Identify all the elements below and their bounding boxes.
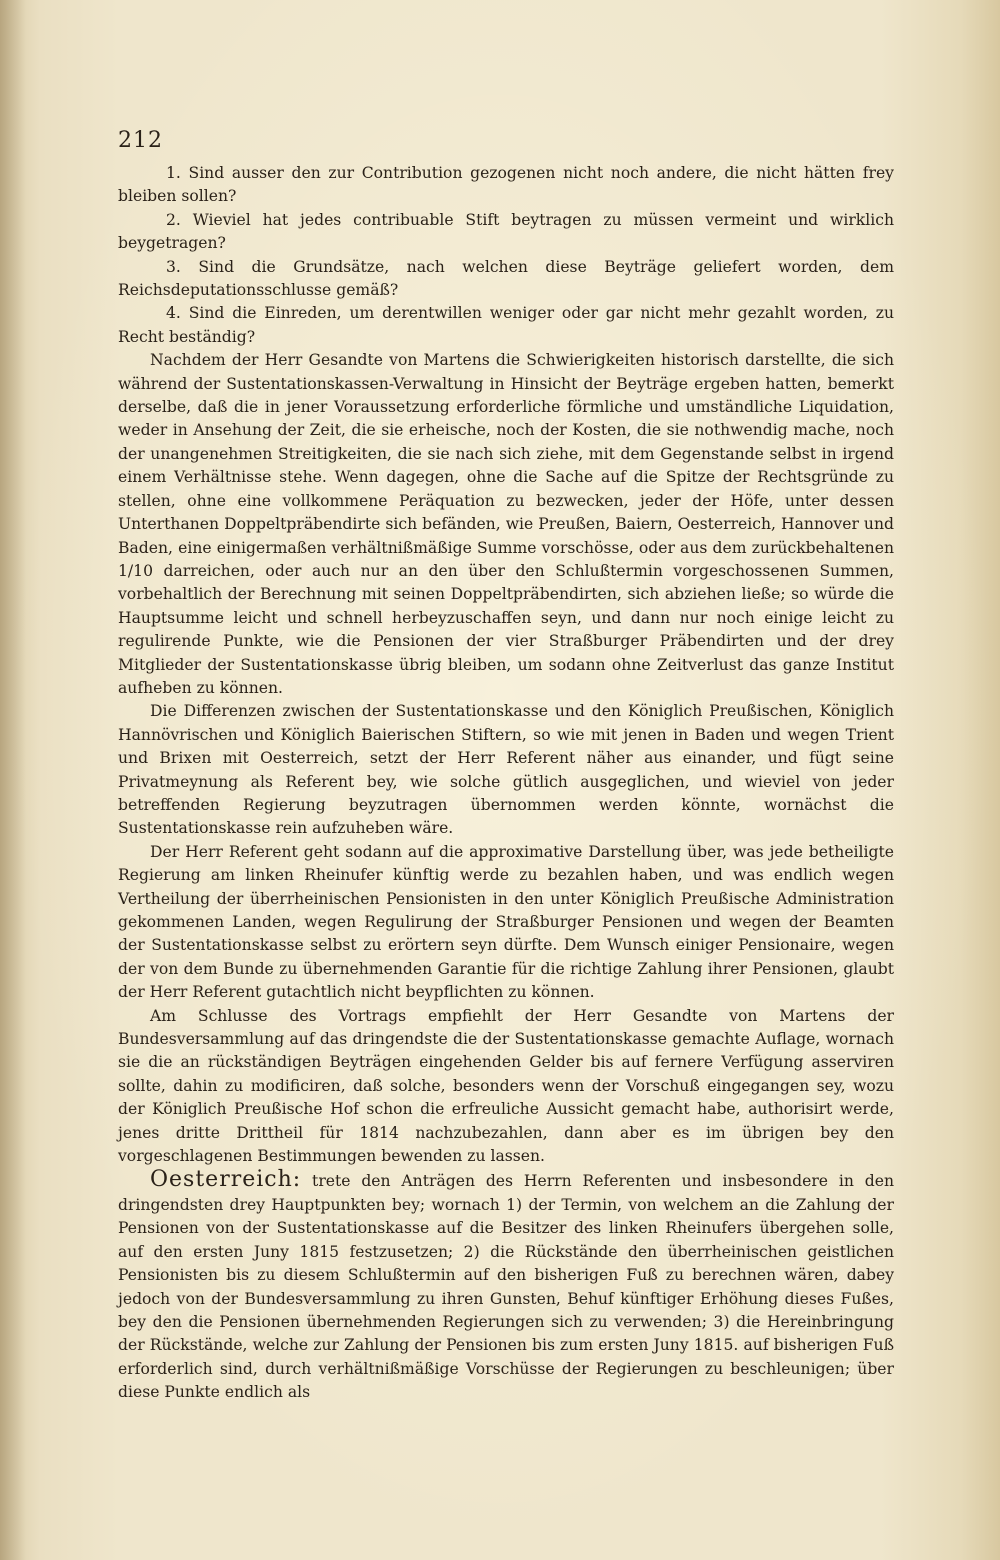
paragraph-martens-difficulties: Nachdem der Herr Gesandte von Martens die Schwierigkeiten historisch darstellte, die sich während der Sustentationskassen-Verwaltung in Hinsicht der Beyträge ergeben hatten, bemerkt derselbe, daß die in jener Voraussetzung erforderliche förmliche und umständliche Liquidation, weder in Ansehung der Zeit, die sie erheische, noch der Kosten, die sie nothwendig mache, noch der unangenehmen Streitigkeiten, die sie nach sich ziehe, mit dem Gegenstande selbst in irgend einem Verhältnisse stehe. Wenn dagegen, ohne die Sache auf die Spitze der Rechtsgründe zu stellen, ohne eine vollkommene Peräquation zu bezwecken, jeder der Höfe, unter dessen Unterthanen Doppeltpräbendirte sich befänden, wie Preußen, Baiern, Oesterreich, Hannover und Baden, eine einigermaßen verhältnißmäßige Summe vorschösse, oder aus dem zurückbehaltenen 1/10 darreichen, oder auch nur an den über den Schlußtermin vorgeschossenen Summen, vorbehaltlich der Berechnung mit seinen Doppeltpräbendirten, sich abziehen ließe; so würde die Hauptsumme leicht und schnell herbeyzuschaffen seyn, und dann nur noch einige leicht zu regulirende Punkte, wie die Pensionen der vier Straßburger Präbendirten und der drey Mitglieder der Sustentationskasse übrig bleiben, um sodann ohne Zeitverlust das ganze Institut aufheben zu können. [118,351,894,697]
paragraph-approximative: Der Herr Referent geht sodann auf die approximative Darstellung über, was jede betheiligte Regierung am linken Rheinufer künftig werde zu bezahlen haben, und was endlich wegen Vertheilung der überrheinischen Pensionisten in den unter Königlich Preußische Administration gekommenen Landen, wegen Regulirung der Straßburger Pensionen und wegen der Beamten der Sustentationskasse selbst zu erörtern seyn dürfte. Dem Wunsch einiger Pensionaire, wegen der von dem Bunde zu übernehmenden Garantie für die richtige Zahlung ihrer Pensionen, glaubt der Herr Referent gutachtlich nicht beypflichten zu können. [118,842,894,1002]
question-4: 4. Sind die Einreden, um derentwillen weniger oder gar nicht mehr gezahlt worden, zu Recht beständig? [118,304,894,346]
question-3: 3. Sind die Grundsätze, nach welchen diese Beyträge geliefert worden, dem Reichsdeputationsschlusse gemäß? [118,257,894,300]
body-text [118,162,894,1405]
question-2: 2. Wieviel hat jedes contribuable Stift beytragen zu müssen vermeint und wirklich beygetragen? [118,210,894,253]
gutter-shadow [0,0,26,1560]
paragraph-conclusion: Am Schlusse des Vortrags empfiehlt der Herr Gesandte von Martens der Bundesversammlung auf das dringendste die der Sustentationskasse gemachte Auflage, wornach sie die an rückständigen Beyträgen eingehenden Gelder bis auf fernere Verfügung asserviren sollte, dahin zu modificiren, daß solche, besonders wenn der Vorschuß eingegangen sey, wozu der Königlich Preußische Hof schon die erfreuliche Aussicht gemacht habe, authorisirt werde, jenes dritte Drittheil für 1814 nachzubezahlen, dann aber es im übrigen bey den vorgeschlagenen Bestimmungen bewenden zu lassen. [118,1006,894,1166]
speaker-oesterreich: Oesterreich: [150,1167,302,1193]
page-number: 212 [118,128,163,153]
paragraph-differences: Die Differenzen zwischen der Sustentationskasse und den Königlich Preußischen, Königlich Hannövrischen und Königlich Baierischen Stiftern, so wie mit jenen in Baden und wegen Trient und Brixen mit Oesterreich, setzt der Herr Referent näher aus einander, und fügt seine Privatmeynung als Referent bey, wie solche gütlich ausgeglichen, und wieviel von jeder betreffenden Regierung beyzutragen übernommen werden könnte, wornächst die Sustentationskasse rein aufzuheben wäre. [118,702,894,838]
question-1: 1. Sind ausser den zur Contribution gezogenen nicht noch andere, die nicht hätten frey bleiben sollen? [118,164,894,206]
paragraph-oesterreich [118,1168,894,1404]
oesterreich-statement: trete den Anträgen des Herrn Referenten und insbesondere in den dringendsten drey Hauptpunkten bey; wornach 1) der Termin, von welchem an die Zahlung der Pensionen von der Sustentationskasse auf die Besitzer des linken Rheinufers übergehen solle, auf den ersten Juny 1815 festzusetzen; 2) die Rückstände den überrheinischen geistlichen Pensionisten bis zu diesem Schlußtermin auf den bisherigen Fuß zu berechnen wären, dabey jedoch von der Bundesversammlung zu ihren Gunsten, Behuf künftiger Erhöhung dieses Fußes, bey den die Pensionen übernehmenden Regierungen sich zu verwenden; 3) die Hereinbringung der Rückstände, welche zur Zahlung der Pensionen bis zum ersten Juny 1815. auf bisherigen Fuß erforderlich sind, durch verhältnißmäßige Vorschüsse der Regierungen zu beschleunigen; über diese Punkte endlich als [118,1172,894,1402]
